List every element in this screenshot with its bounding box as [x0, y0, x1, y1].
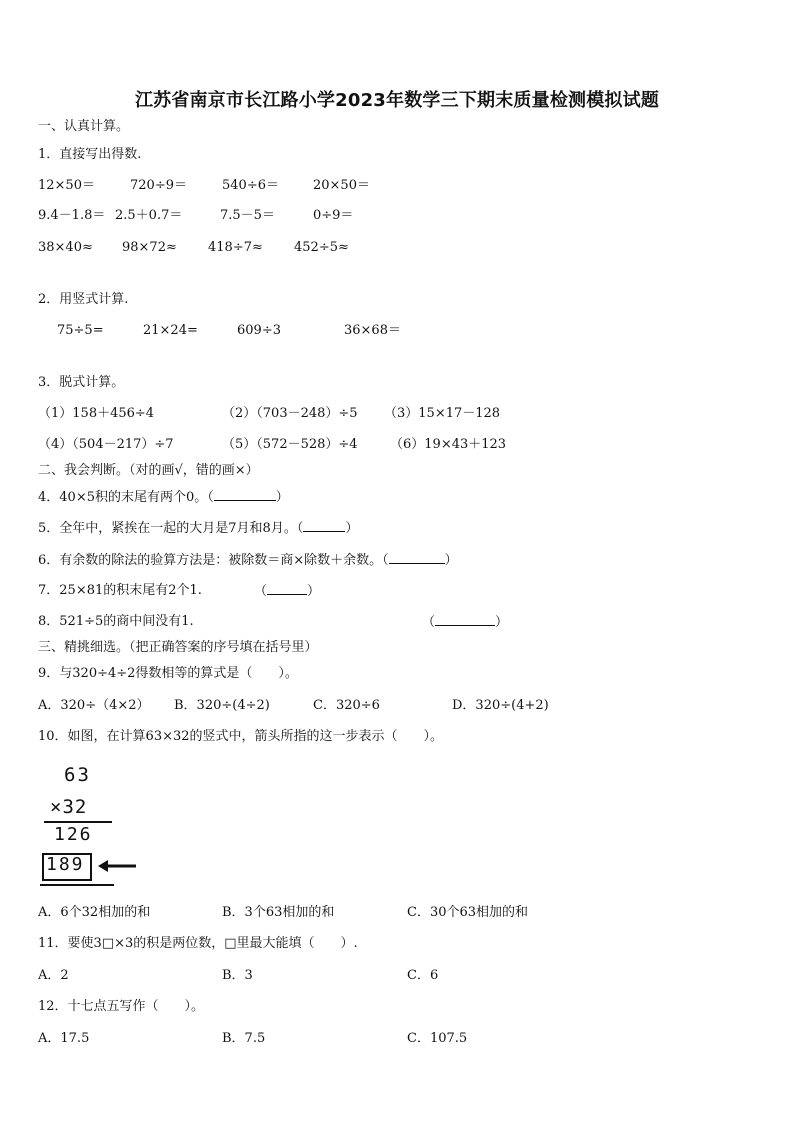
question-2-label: 2．用竖式计算. [38, 292, 129, 307]
arrow-left-icon [98, 859, 138, 873]
figure-multiplier: ×32 [50, 796, 88, 818]
judge-item [38, 488, 289, 507]
figure-partial-product-1: 126 [54, 824, 93, 845]
judge-item-text: 7．25×81的积末尾有2个1. [38, 583, 202, 598]
choice-option: A．320÷（4×2） [38, 698, 150, 713]
choice-option: B．7.5 [222, 1031, 266, 1046]
judge-item-text: 4．40×5积的末尾有两个0。（ [38, 490, 214, 505]
question-9-text: 9．与320÷4÷2得数相等的算式是（ ）。 [38, 666, 298, 681]
choice-option: C．320÷6 [313, 698, 380, 713]
question-12-text: 12．十七点五写作（ ）。 [38, 999, 205, 1014]
answer-blank[interactable] [435, 613, 495, 626]
mental-calc-item: 418÷7≈ [208, 240, 263, 255]
answer-blank[interactable] [389, 551, 445, 564]
mental-calc-item: 2.5＋0.7＝ [115, 208, 183, 223]
choice-option: C．107.5 [407, 1031, 468, 1046]
question-3-label: 3．脱式计算。 [38, 375, 125, 390]
judge-item-bracket [254, 582, 320, 601]
step-calc-item: （3）15×17－128 [384, 406, 501, 421]
judge-item [38, 519, 358, 538]
mental-calc-item: 12×50＝ [38, 178, 95, 193]
step-calc-item: （4）（504－217）÷7 [38, 437, 174, 452]
step-calc-item: （1）158＋456÷4 [38, 406, 155, 421]
answer-blank[interactable] [267, 582, 307, 595]
judge-item-text: 5．全年中，紧挨在一起的大月是7月和8月。（ [38, 521, 304, 536]
vertical-calc-item: 75÷5= [57, 323, 104, 338]
step-calc-item: （6）19×43＋123 [390, 437, 507, 452]
question-10-text: 10．如图，在计算63×32的竖式中，箭头所指的这一步表示（ ）。 [38, 729, 444, 744]
choice-option: A．6个32相加的和 [38, 905, 151, 920]
vertical-calc-item: 36×68＝ [344, 323, 401, 338]
vertical-calc-item: 21×24= [143, 323, 198, 338]
question-11-text: 11．要使3□×3的积是两位数，□里最大能填（ ）. [38, 936, 358, 951]
judge-item-close: ） [444, 553, 458, 568]
question-1-label: 1．直接写出得数. [38, 147, 142, 162]
judge-item-close: ） [345, 521, 359, 536]
mental-calc-item: 452÷5≈ [294, 240, 349, 255]
figure-rule [40, 884, 114, 886]
choice-option: C．6 [407, 968, 439, 983]
choice-option: A．17.5 [38, 1031, 90, 1046]
mental-calc-item: 7.5－5＝ [220, 208, 275, 223]
section-heading-2: 二、我会判断。（对的画√，错的画×） [38, 463, 259, 478]
judge-item-text: 8．521÷5的商中间没有1. [38, 614, 194, 629]
choice-option: D．320÷(4+2) [452, 698, 549, 713]
choice-option: C．30个63相加的和 [407, 905, 529, 920]
mental-calc-item: 98×72≈ [122, 240, 177, 255]
judge-item-open: （ [254, 584, 268, 599]
mental-calc-item: 9.4－1.8＝ [38, 208, 106, 223]
judge-item-close: ） [307, 584, 321, 599]
choice-option: B．3个63相加的和 [222, 905, 335, 920]
judge-item [38, 551, 458, 570]
judge-item-open: （ [422, 615, 436, 630]
vertical-multiplication-figure [38, 764, 148, 894]
step-calc-item: （2）（703－248）÷5 [222, 406, 358, 421]
judge-item-text: 6．有余数的除法的验算方法是：被除数＝商×除数＋余数。（ [38, 553, 389, 568]
figure-partial-product-2: 189 [46, 854, 85, 875]
mental-calc-item: 540÷6＝ [222, 178, 279, 193]
vertical-calc-item: 609÷3 [237, 323, 281, 338]
answer-blank[interactable] [303, 519, 345, 532]
mental-calc-item: 0÷9＝ [313, 208, 354, 223]
section-heading-1: 一、认真计算。 [38, 119, 130, 134]
section-heading-3: 三、精挑细选。（把正确答案的序号填在括号里） [38, 640, 318, 655]
choice-option: B．3 [222, 968, 253, 983]
answer-blank[interactable] [214, 488, 276, 501]
page-title: 江苏省南京市长江路小学2023年数学三下期末质量检测模拟试题 [134, 90, 660, 111]
judge-item-close: ） [275, 490, 289, 505]
figure-rule [44, 821, 112, 823]
figure-multiplicand: 63 [64, 764, 91, 786]
mental-calc-item: 720÷9＝ [130, 178, 187, 193]
mental-calc-item: 38×40≈ [38, 240, 93, 255]
choice-option: A．2 [38, 968, 69, 983]
choice-option: B．320÷(4÷2) [174, 698, 270, 713]
judge-item-close: ） [495, 615, 509, 630]
step-calc-item: （5）（572－528）÷4 [222, 437, 358, 452]
judge-item-bracket [422, 613, 508, 632]
mental-calc-item: 20×50＝ [313, 178, 370, 193]
